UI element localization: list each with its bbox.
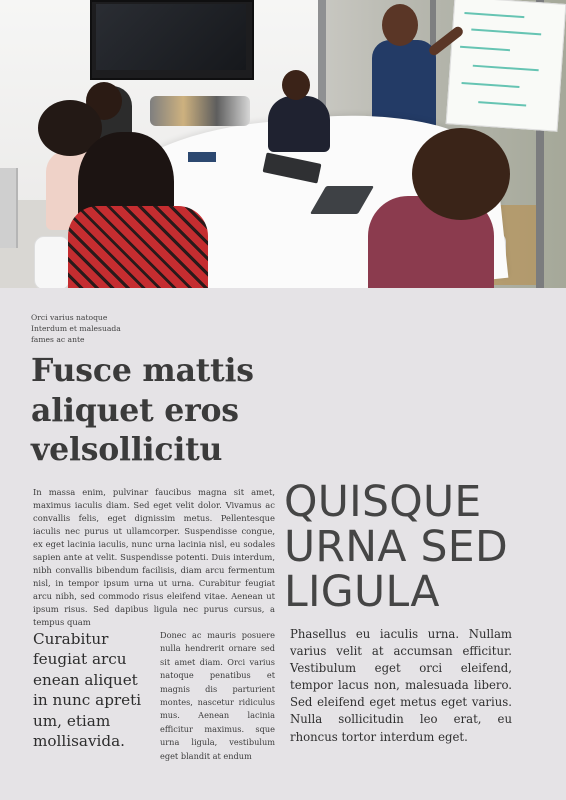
- photo-person: [268, 96, 330, 152]
- photo-person: [412, 128, 510, 220]
- section-heading: QUISQUE URNA SED LIGULA: [284, 478, 508, 617]
- hero-photo: [0, 0, 566, 288]
- photo-flipchart: [446, 0, 566, 132]
- photo-chair: [34, 236, 70, 288]
- photo-person: [68, 206, 208, 288]
- body-paragraph: Phasellus eu iaculis urna. Nullam varius velit at accumsan efficitur. Vestibulum eget orci eleifend, tempor lacus non, malesuada libero. Sed eleifend eget metus eget varius. Nulla sollicitudin leo erat, eu rhoncus tortor interdum eget.: [290, 627, 512, 744]
- article-title: Fusce mattis aliquet eros velsollicitu: [31, 352, 254, 468]
- photo-tv: [90, 0, 254, 80]
- photo-person: [382, 4, 418, 46]
- photo-table-items: [150, 96, 250, 126]
- narrow-column-text: Donec ac mauris posuere nulla hendrerit ornare sed sit amet diam. Orci varius natoque penatibus et magnis dis parturient montes, nascetur ridiculus mus. Aenean lacinia efficitur maximus. sque urna ligula, vestibulum eget blandit at endum: [160, 630, 275, 761]
- photo-radiator: [0, 168, 18, 248]
- kicker-text: Orci varius natoque Interdum et malesuada fames ac ante: [31, 313, 121, 344]
- pull-quote: Curabitur feugiat arcu enean aliquet in nunc apreti um, etiam mollisavida.: [33, 630, 142, 751]
- intro-paragraph: In massa enim, pulvinar faucibus magna sit amet, maximus iaculis diam. Sed eget velit dolor. Vivamus ac convallis felis, eget dignissim metus. Pellentesque iaculis nec purus ut ullamcorper. Suspendisse congue, ex eget lacinia iaculis, nunc urna lacinia nisl, eu sodales sapien ante at velit. Suspendisse potenti. Duis interdum, nibh convallis bibendum facilisis, diam arcu fermentum nisl, in tempor ipsum urna ut urna. Curabitur feugiat arcu nibh, sed commodo risus eleifend vitae. Aenean ut ipsum risus. Sed dapibus ligula nec purus cursus, a tempus quam: [33, 487, 275, 627]
- photo-phone: [188, 152, 216, 162]
- photo-person: [282, 70, 310, 100]
